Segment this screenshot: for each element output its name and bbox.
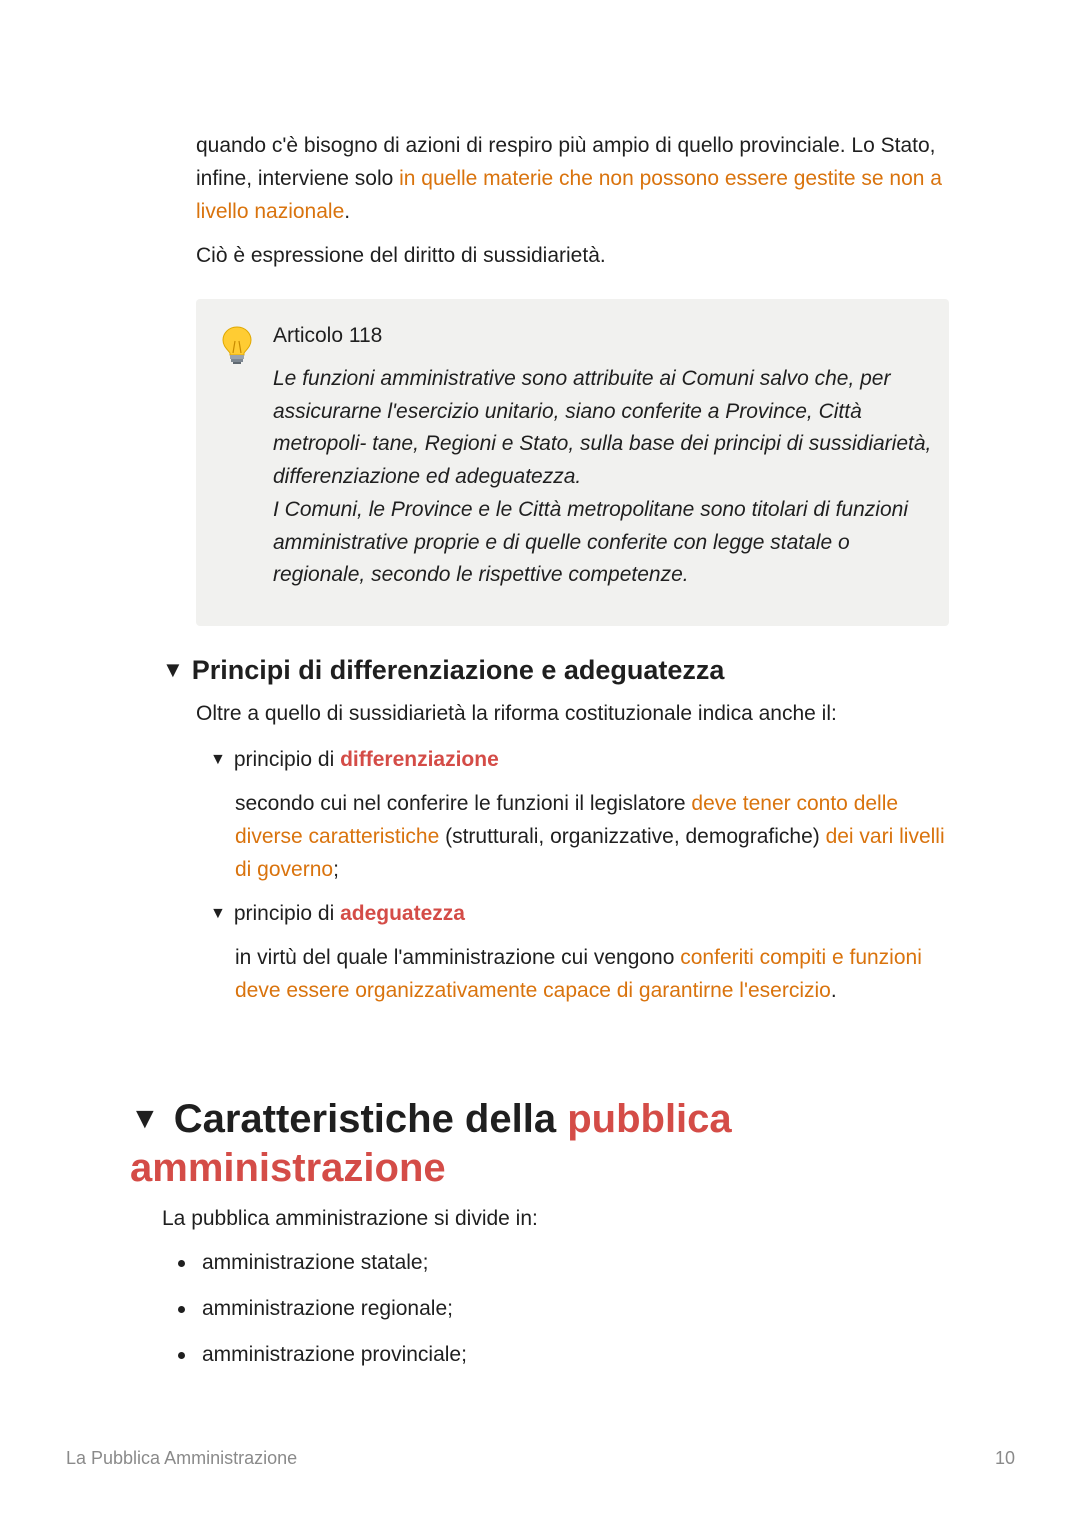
page-number: 10: [994, 1448, 1015, 1468]
list-item: amministrazione regionale;: [162, 1292, 467, 1338]
callout-body: Le funzioni amministrative sono attribuite ai Comuni salvo che, per assicurarne l'esercizio unitario, siano conferite a Province, Città metropoli- tane, Regioni e Stato, sulla base dei principi di sussidiarietà, differenziazione ed adeguatezza. I Comuni, le Province e le Città metropolitane sono titolari di funzioni amministrative proprie e di quelle conferite con legge statale o regionale, secondo le rispettive competenze.: [273, 367, 932, 587]
bullet-list: [162, 1246, 467, 1384]
keyword-differenziazione: differenziazione: [340, 748, 499, 771]
toggle-adeguatezza[interactable]: ▼ principio di adeguatezza: [210, 897, 465, 930]
footer-title: La Pubblica Amministrazione: [66, 1448, 298, 1468]
intro-paragraph: quando c'è bisogno di azioni di respiro più ampio di quello provinciale. Lo Stato, infine, interviene solo in quelle materie che non possono essere gestite se non a livello nazionale.: [196, 134, 942, 223]
caratteristiche-intro: La pubblica amministrazione si divide in:: [162, 1207, 538, 1230]
sussidiarieta-note: Ciò è espressione del diritto di sussidiarietà.: [196, 244, 606, 267]
list-item: amministrazione statale;: [162, 1246, 467, 1292]
heading-principi[interactable]: ▼ Principi di differenziazione e adeguatezza: [162, 651, 724, 689]
toggle-differenziazione[interactable]: ▼ principio di differenziazione: [210, 743, 499, 776]
keyword-adeguatezza: adeguatezza: [340, 902, 465, 925]
callout-title: Articolo 118: [273, 324, 383, 347]
toggle-triangle-icon[interactable]: ▼: [162, 657, 184, 682]
intro-highlight: in quelle materie che non possono essere gestite se non a livello nazionale: [196, 167, 942, 223]
toggle-triangle-icon[interactable]: ▼: [210, 751, 226, 768]
lightbulb-icon: [220, 325, 254, 365]
heading-highlight: pubblica amministrazione: [130, 1097, 732, 1190]
toggle-triangle-icon[interactable]: ▼: [210, 905, 226, 922]
principi-intro: Oltre a quello di sussidiarietà la riforma costituzionale indica anche il:: [196, 702, 837, 725]
heading-caratteristiche[interactable]: ▼ Caratteristiche della pubblica amministrazione: [130, 1094, 930, 1193]
adeguatezza-description: in virtù del quale l'amministrazione cui vengono conferiti compiti e funzioni deve essere organizzativamente capace di garantirne l'esercizio.: [235, 946, 922, 1002]
differenziazione-description: secondo cui nel conferire le funzioni il legislatore deve tener conto delle diverse caratteristiche (strutturali, organizzative, demografiche) dei vari livelli di governo;: [235, 792, 945, 881]
list-item: amministrazione provinciale;: [162, 1338, 467, 1384]
callout-articolo-118: [196, 299, 949, 626]
toggle-triangle-icon[interactable]: ▼: [130, 1102, 160, 1135]
